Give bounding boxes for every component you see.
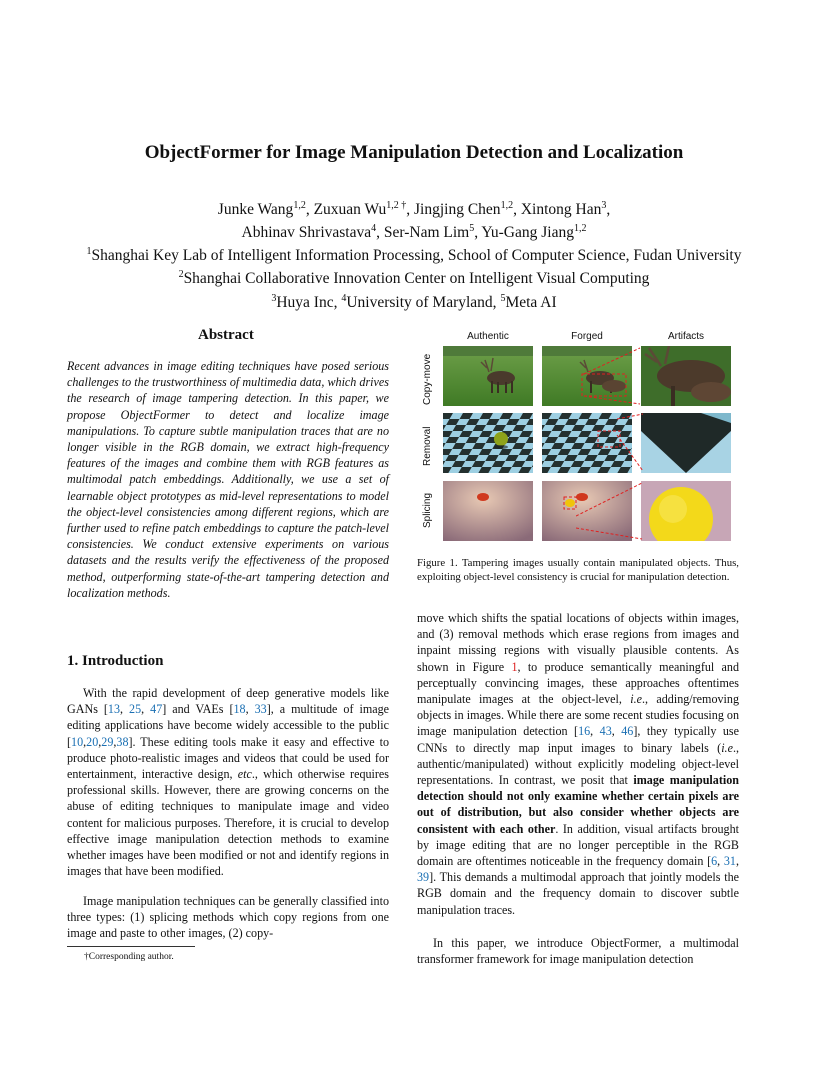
intro-paragraph-3: move which shifts the spatial locations of objects within images, and (3) removal methods which erase regions from images and inpaint missing regions with visually plausible contents. As shown in Figure 1, to produce semantically meaningful and perceptually convincing images, these approaches oftentimes manipulate images at the object-level, i.e., adding/removing objects in images. While there are some recent studies focusing on image manipulation detection [16, 43, 46], they typically use CNNs to directly map input images to binary labels (i.e., authentic/manipulated) without explicitly modeling object-level representations. In contrast, we posit that image manipulation detection should not only examine whether certain pixels are out of distribution, but also consider whether objects are consistent with each other. In addition, visual artifacts brought by image editing that are no longer perceptible in the RGB domain are oftentimes noticeable in the frequency domain [6, 31, 39]. This demands a multimodal approach that jointly models the RGB domain and the frequency domain to discover subtle manipulation traces. (417, 611, 740, 917)
author-name: Yu-Gang Jiang (481, 224, 574, 242)
figure-col-label: Forged (571, 331, 603, 342)
copy-move-authentic-image (443, 346, 533, 406)
intro-heading: 1. Introduction (67, 653, 164, 669)
citation-link[interactable]: 31 (723, 854, 736, 869)
figure-col-label: Authentic (467, 331, 509, 342)
figure-row-label: Copy-move (422, 353, 433, 405)
citation-link[interactable]: 16 (578, 724, 591, 739)
author-name: Jingjing Chen (414, 201, 501, 219)
citation-link[interactable]: 46 (621, 724, 634, 739)
citation-link[interactable]: 25 (129, 702, 142, 717)
author-sup: 4 (371, 223, 377, 235)
intro-paragraph-1: With the rapid development of deep generative models like GANs [13, 25, 47] and VAEs [18, 33], a multitude of image editing applications have become widely accessible to the public [10,20,29,38]. These editing tools make it easy and effective to produce photo-realistic images and videos that could be used for entertainment, interactive design, etc., which otherwise requires professional skills. However, there are growing concerns on the abuse of editing techniques to manipulate image and video content for malicious purposes. Therefore, it is crucial to develop effective image manipulation detection methods to examine whether images have been modified or not and identify regions in images that have been modified. (67, 686, 390, 879)
author-name: Ser-Nam Lim (383, 224, 470, 242)
citation-link[interactable]: 33 (254, 702, 267, 717)
removal-authentic-image (443, 413, 533, 473)
figure-caption: Figure 1. Tampering images usually contain manipulated objects. Thus, exploiting object-level consistency is crucial for manipulation detection. (417, 557, 739, 584)
affiliation-2: $^2$Shanghai Collaborative Innovation Center on Intelligent Visual Computing (178, 269, 650, 288)
citation-link[interactable]: 6 (711, 854, 718, 869)
copy-move-zoom-lines (582, 346, 642, 406)
author-block (0, 196, 828, 312)
author-name: Xintong Han (520, 201, 602, 219)
citation-link[interactable]: 47 (150, 702, 163, 717)
author-name: Zuxuan Wu (313, 201, 387, 219)
citation-link[interactable]: 10 (71, 734, 84, 749)
splicing-zoom-lines (576, 481, 644, 541)
author-line-2: Abhinav Shrivastava$^4$, Ser-Nam Lim$^5$, Yu-Gang Jiang$^{1,2}$ (241, 223, 587, 242)
abstract-heading: Abstract (198, 327, 254, 343)
figure-ref-link[interactable]: 1 (511, 659, 518, 674)
removal-artifacts-image (641, 413, 731, 473)
intro-paragraph-4: In this paper, we introduce ObjectFormer, a multimodal transformer framework for image manipulation detection (417, 936, 739, 967)
citation-link[interactable]: 43 (599, 724, 612, 739)
splicing-authentic-image (443, 481, 533, 541)
splicing-artifacts-image (641, 481, 731, 541)
intro-paragraph-2: Image manipulation techniques can be generally classified into three types: (1) splicing methods which copy regions from one image and paste to other images, (2) copy- (67, 894, 389, 941)
figure-row-label: Splicing (422, 492, 433, 528)
affiliation-3: $^3$Huya Inc, $^4$University of Maryland, $^5$Meta AI (271, 292, 557, 311)
figure-col-label: Artifacts (667, 331, 705, 342)
abstract-text: Recent advances in image editing techniques have posed serious challenges to the trustworthiness of multimedia data, which drives the research of image tampering detection. In this paper, we propose ObjectFormer to detect and localize image manipulations. To capture subtle manipulation traces that are no longer visible in the RGB domain, we extract high-frequency features of the images and combine them with RGB features as multimodal patch embeddings. Additionally, we use a set of learnable object prototypes as mid-level representations to model the object-level consistencies among different regions, which are further used to refine patch embeddings to capture the patch-level consistencies. We conduct extensive experiments on various datasets and the results verify the effectiveness of the proposed method, outperforming state-of-the-art tampering detection and localization methods. (67, 359, 389, 600)
removal-zoom-lines (615, 413, 645, 473)
affiliation-1: $^1$Shanghai Key Lab of Intelligent Information Processing, School of Computer Science, Fudan University (86, 246, 742, 265)
copy-move-artifacts-image (641, 346, 731, 406)
citation-link[interactable]: 38 (116, 734, 129, 749)
author-sup: 1,2 (500, 200, 514, 211)
footnote-rule (67, 946, 195, 947)
footnote: †Corresponding author. (84, 952, 174, 962)
author-name: Junke Wang (217, 201, 294, 219)
author-line-1: Junke Wang$^{1,2}$, Zuxuan $Wu^{1,2 \dagger}$, Jingjing Chen$^{1,2}$, Xintong Han$^3$, (217, 200, 611, 219)
citation-link[interactable]: 39 (417, 870, 430, 885)
author-sup: 5 (469, 223, 475, 235)
author-sup: 1,2 † (386, 200, 407, 211)
paper-title: ObjectFormer for Image Manipulation Detection and Localization (144, 142, 684, 163)
author-sup: 3 (601, 200, 607, 211)
author-sup: 1,2 (573, 223, 587, 235)
citation-link[interactable]: 18 (233, 702, 246, 717)
author-sup: 1,2 (293, 200, 306, 211)
citation-link[interactable]: 20 (86, 734, 99, 749)
author-name: Abhinav Shrivastava (241, 224, 372, 242)
citation-link[interactable]: 29 (101, 734, 114, 749)
figure-row-label: Removal (422, 426, 433, 466)
citation-link[interactable]: 13 (107, 702, 121, 717)
